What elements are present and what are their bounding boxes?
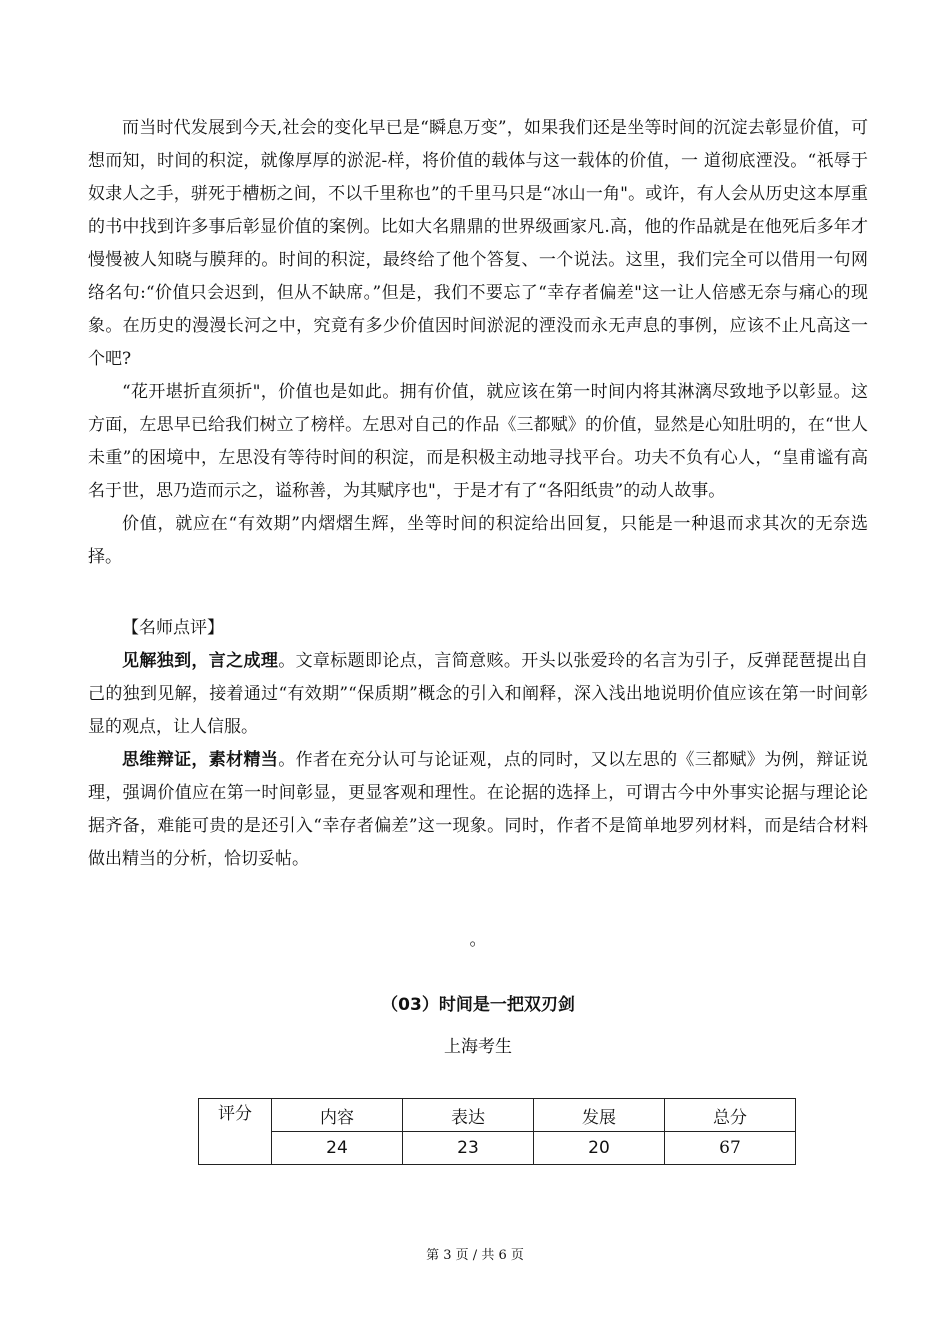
score-value-development: 20 <box>534 1132 665 1165</box>
body-paragraph-1: 而当时代发展到今天,社会的变化早已是“瞬息万变”，如果我们还是坐等时间的沉淀去彰显价值，可想而知，时间的积淀，就像厚厚的淤泥-样，将价值的载体与这一载体的价值，一 道彻底湮没。“祇辱于奴隶人之手，骈死于槽枥之间，不以千里称也”的千里马只是“冰山一角"。或许，有人会从历史这本厚重的书中找到许多事后彰显价值的案例。比如大名鼎鼎的世界级画家凡.高，他的作品就是在他死后多年才慢慢被人知晓与膜拜的。时间的积淀，最终给了他个答复、一个说法。这里，我们完全可以借用一句网络名句:“价值只会迟到，但从不缺席。”但是，我们不要忘了“幸存者偏差"这一让人倍感无奈与痛心的现象。在历史的漫漫长河之中，究竟有多少价值因时间淤泥的湮没而永无声息的事例，应该不止凡高这一个吧? <box>88 118 868 369</box>
comment-item-1-lead: 见解独到，言之成理 <box>122 651 279 671</box>
comment-item-2-lead: 思维辩证，素材精当 <box>122 750 279 770</box>
comment-item-1-text: 。文章标题即论点，言简意赅。开头以张爱玲的名言为引子，反弹琵琶提出自己的独到见解，接着通过“有效期”“保质期”概念的引入和阐释，深入浅出地说明价值应该在第一时间彰显的观点，让人信服。 <box>88 651 869 737</box>
score-value-content: 24 <box>272 1132 403 1165</box>
body-paragraph-3: 价值，就应在“有效期”内熠熠生辉，坐等时间的积淀给出回复，只能是一种退而求其次的无奈选择。 <box>88 514 868 567</box>
comment-item-2 <box>88 744 868 876</box>
essay-title: （03）时间是一把双刃剑 <box>381 995 575 1015</box>
score-value-expression: 23 <box>403 1132 534 1165</box>
comment-item-1 <box>88 645 868 744</box>
comment-item-2-text: 。作者在充分认可与论证观，点的同时，又以左思的《三都赋》为例，辩证说理，强调价值应在第一时间彰显，更显客观和理性。在论据的选择上，可谓古今中外事实论据与理论论据齐备，难能可贵的是还引入“幸存者偏差”这一现象。同时，作者不是简单地罗列材料，而是结合材料做出精当的分析，恰切妥帖。 <box>88 750 869 869</box>
document-page <box>88 112 868 1165</box>
essay-author: 上海考生 <box>444 1037 512 1057</box>
comment-heading: 【名师点评】 <box>122 618 224 638</box>
page-footer: 第 3 页 / 共 6 页 <box>426 1248 524 1263</box>
separator-mark: 。 <box>469 930 487 950</box>
score-row-label: 评分 <box>199 1099 272 1165</box>
body-paragraph-2: “花开堪折直须折"，价值也是如此。拥有价值，就应该在第一时间内将其淋漓尽致地予以彰显。这方面，左思早已给我们树立了榜样。左思对自己的作品《三都赋》的价值，显然是心知肚明的，在“世人未重”的困境中，左思没有等待时间的积淀，而是积极主动地寻找平台。功夫不负有心人，“皇甫谧有高名于世，思乃造而示之，谥称善，为其赋序也"，于是才有了“各阳纸贵”的动人故事。 <box>88 382 868 501</box>
score-header-development: 发展 <box>534 1099 665 1132</box>
score-value-total: 67 <box>665 1132 796 1165</box>
score-header-expression: 表达 <box>403 1099 534 1132</box>
score-header-total: 总分 <box>665 1099 796 1132</box>
score-header-content: 内容 <box>272 1099 403 1132</box>
score-table <box>198 1098 796 1165</box>
